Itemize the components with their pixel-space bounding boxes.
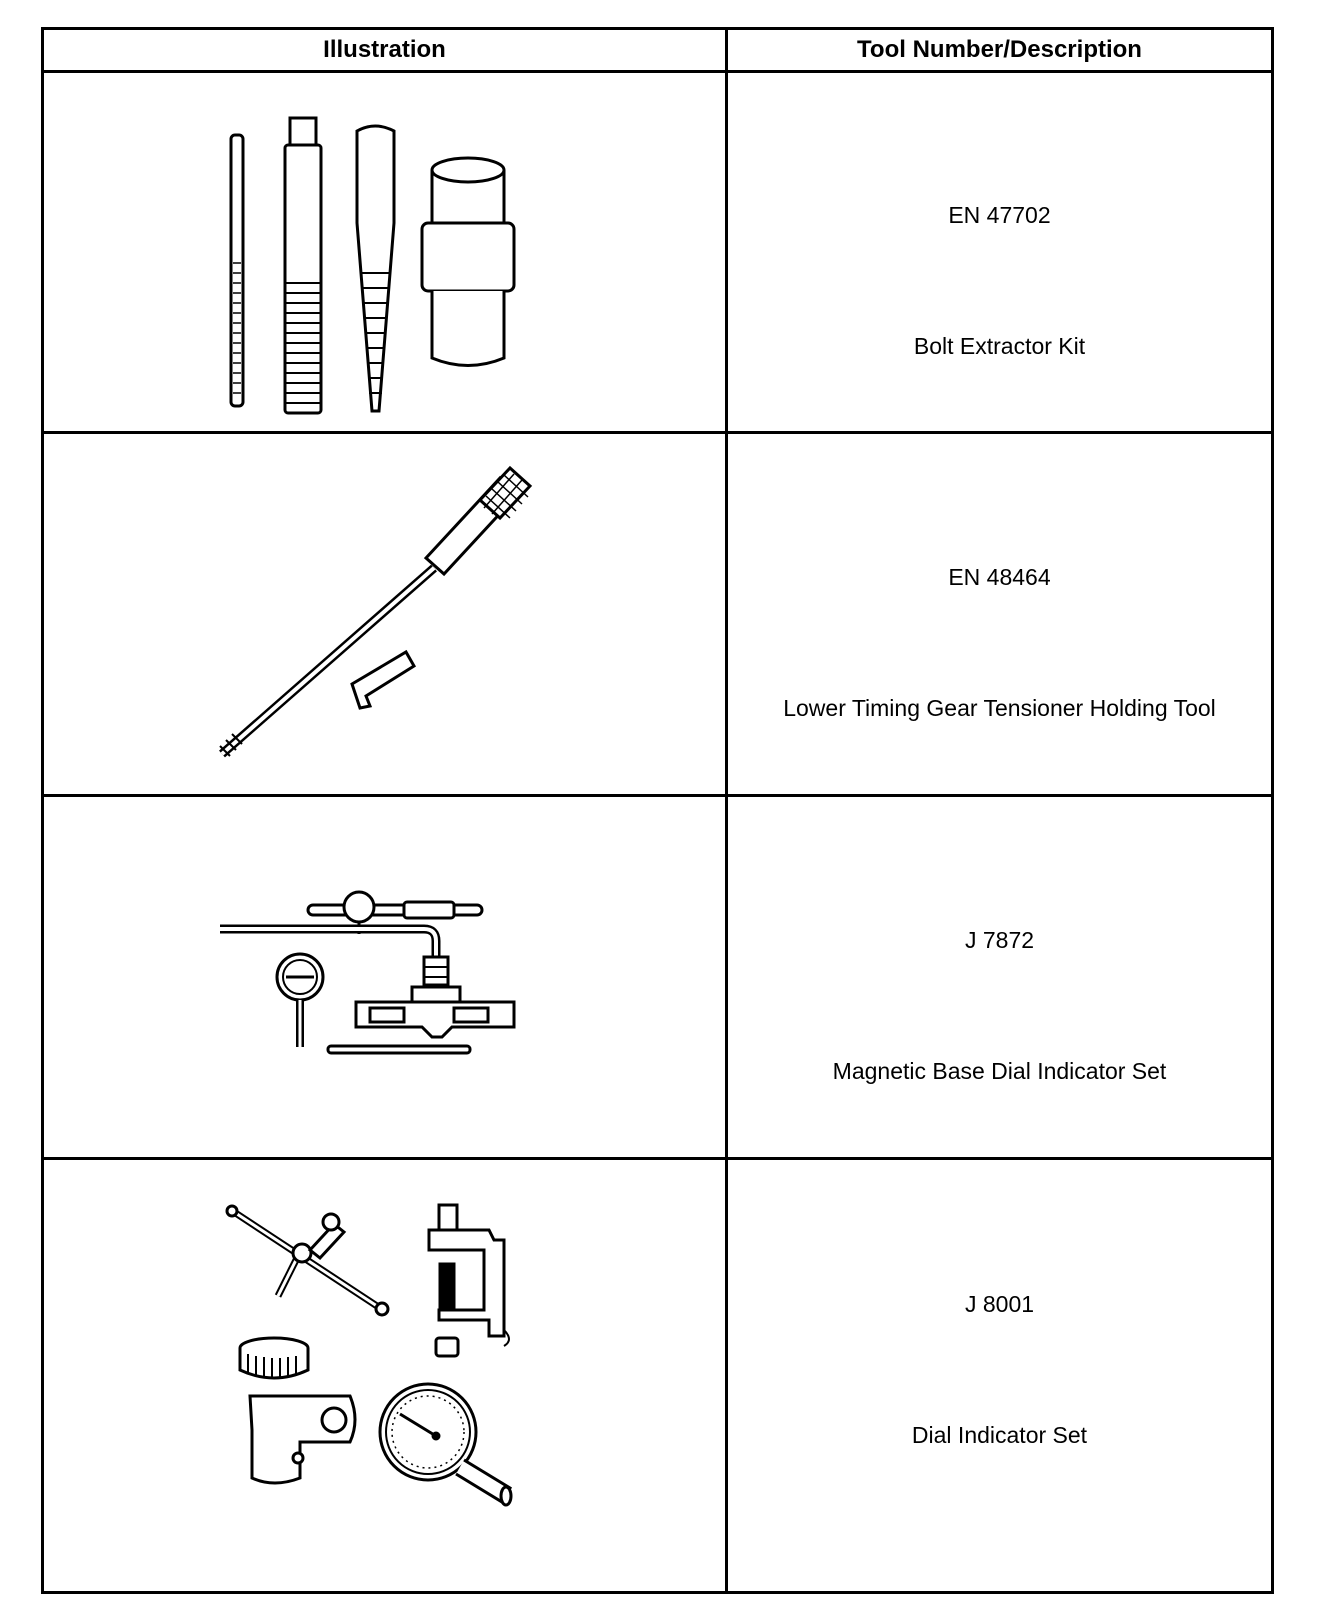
description-cell [728, 797, 1271, 1157]
tool-description: Lower Timing Gear Tensioner Holding Tool [783, 695, 1216, 721]
table-header [44, 30, 1271, 73]
header-tool-description: Tool Number/Description [857, 36, 1142, 63]
tool-description: Bolt Extractor Kit [913, 333, 1086, 359]
tool-number: EN 47702 [948, 202, 1051, 228]
tensioner-holding-tool-drawing [44, 434, 725, 794]
dial-indicator-set-drawing [44, 1160, 725, 1591]
header-illustration: Illustration [323, 36, 446, 63]
magnetic-base-dial-indicator-drawing [44, 797, 725, 1157]
description-cell [728, 73, 1271, 431]
tools-table [41, 27, 1274, 1594]
table-row [44, 434, 1271, 797]
tool-number: EN 48464 [948, 564, 1051, 590]
table-row [44, 73, 1271, 434]
table-row [44, 1160, 1271, 1591]
table-row [44, 797, 1271, 1160]
tool-description: Dial Indicator Set [911, 1422, 1088, 1448]
bolt-extractor-kit-drawing [44, 73, 725, 431]
description-cell [728, 1160, 1271, 1591]
tool-number: J 8001 [964, 1291, 1035, 1317]
tool-number: J 7872 [964, 927, 1035, 953]
tool-description: Magnetic Base Dial Indicator Set [832, 1058, 1167, 1084]
description-cell [728, 434, 1271, 794]
